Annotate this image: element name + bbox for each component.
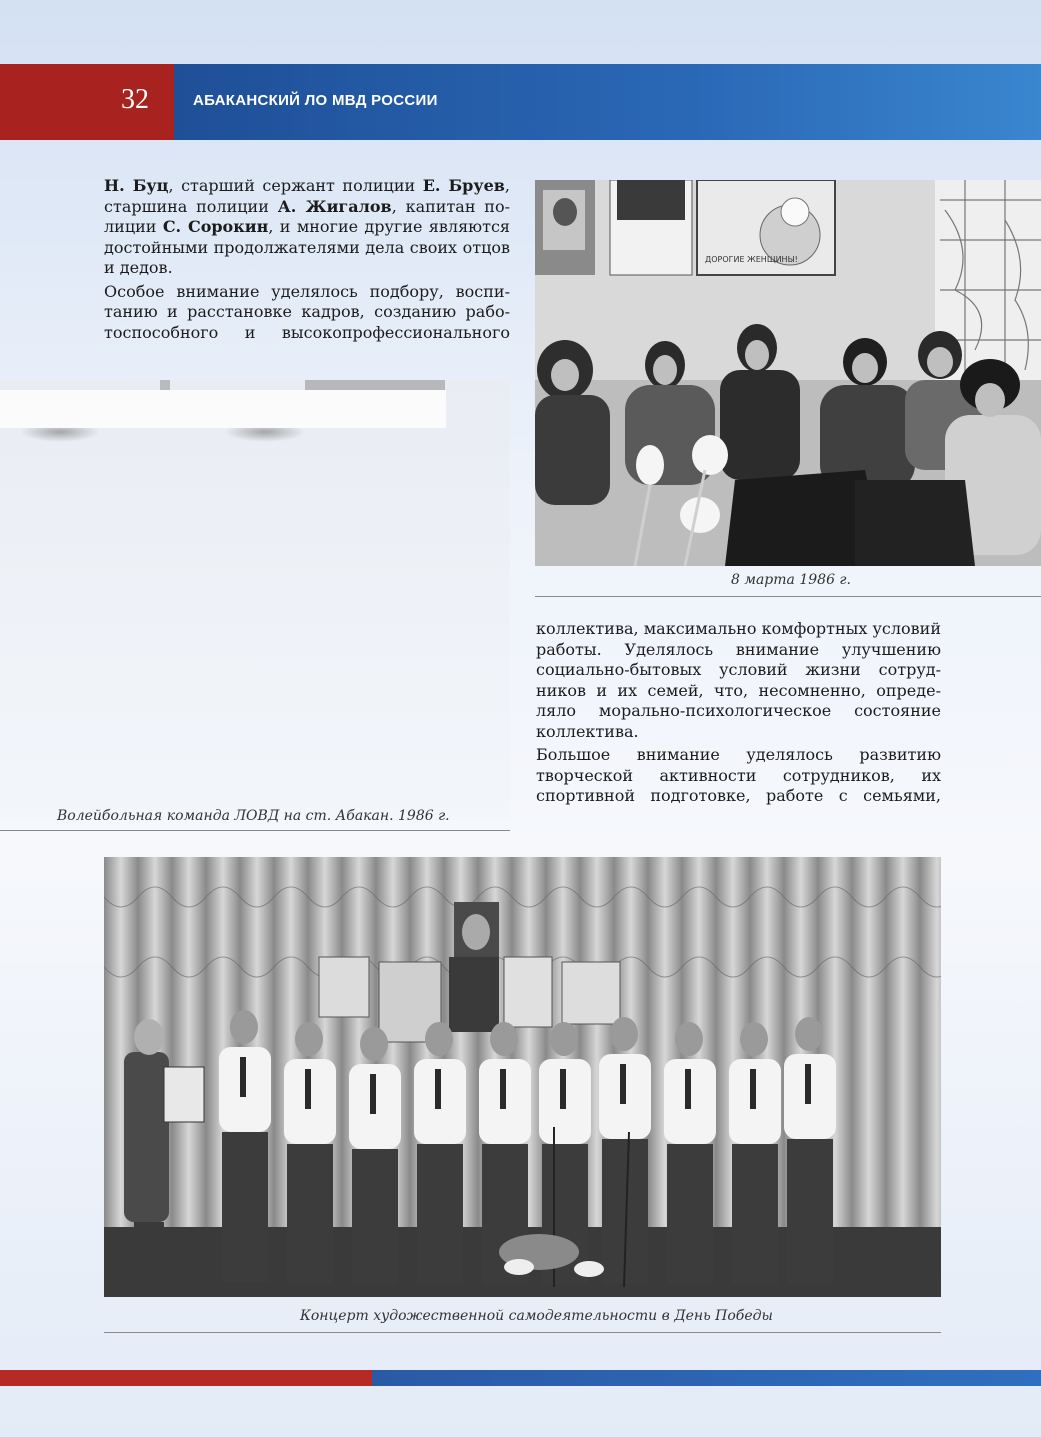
running-title: АБАКАНСКИЙ ЛО МВД РОССИИ: [193, 92, 438, 109]
concert-photo: [104, 857, 941, 1297]
concert-caption-rule: [104, 1332, 941, 1333]
left-paragraph-1: [104, 176, 510, 279]
march-8-photo: [535, 180, 1041, 566]
right-paragraph-1: коллектива, максимально комфортных условий работы. Уделялось внимание улучшению социально-бытовых условий жизни сотрудников и их семей, что, несомненно, определяло морально-психологическое состояние коллектива.: [536, 619, 941, 741]
text-run: , капитан полиции: [104, 196, 511, 236]
volleyball-caption-rule: [0, 830, 510, 831]
name-sorokin: С. Сорокин: [162, 217, 269, 236]
name-bruev: Е. Бруев: [422, 176, 505, 195]
footer-red-band: [0, 1370, 372, 1386]
volleyball-photo-image: [0, 380, 510, 820]
poster-text: ДОРОГИЕ ЖЕНЩИНЫ!: [705, 255, 798, 264]
right-paragraph-2: Большое внимание уделялось развитию творческой активности сотрудников, их спортивной подготовке, работе с семьями,: [536, 745, 941, 805]
right-column-text: [536, 619, 941, 807]
text-run: , и многие другие являются достойными продолжателями дела своих отцов и дедов.: [104, 217, 511, 277]
text-run: , старший сержант полиции: [168, 176, 423, 195]
march-8-caption: 8 марта 1986 г.: [731, 572, 851, 588]
concert-caption: Концерт художественной самодеятельности в День Победы: [300, 1308, 773, 1324]
footer-blue-band: [372, 1370, 1041, 1386]
left-paragraph-2: Особое внимание уделялось подбору, воспитанию и расстановке кадров, созданию работоспособного и высокопрофессионального: [104, 281, 510, 342]
left-column-text: [104, 176, 510, 343]
march-8-photo-image: [535, 180, 1041, 566]
name-buts: Н. Буц: [104, 176, 169, 195]
photo-mask-box: [0, 390, 446, 428]
volleyball-caption: Волейбольная команда ЛОВД на ст. Абакан. 1986 г.: [57, 808, 450, 824]
text-run: , старшина полиции: [104, 176, 510, 216]
concert-photo-image: [104, 857, 941, 1297]
volleyball-photo: [0, 380, 510, 820]
march-8-caption-rule: [535, 596, 1041, 597]
name-zhigalov: А. Жигалов: [277, 196, 392, 216]
page-number: 32: [121, 84, 149, 115]
